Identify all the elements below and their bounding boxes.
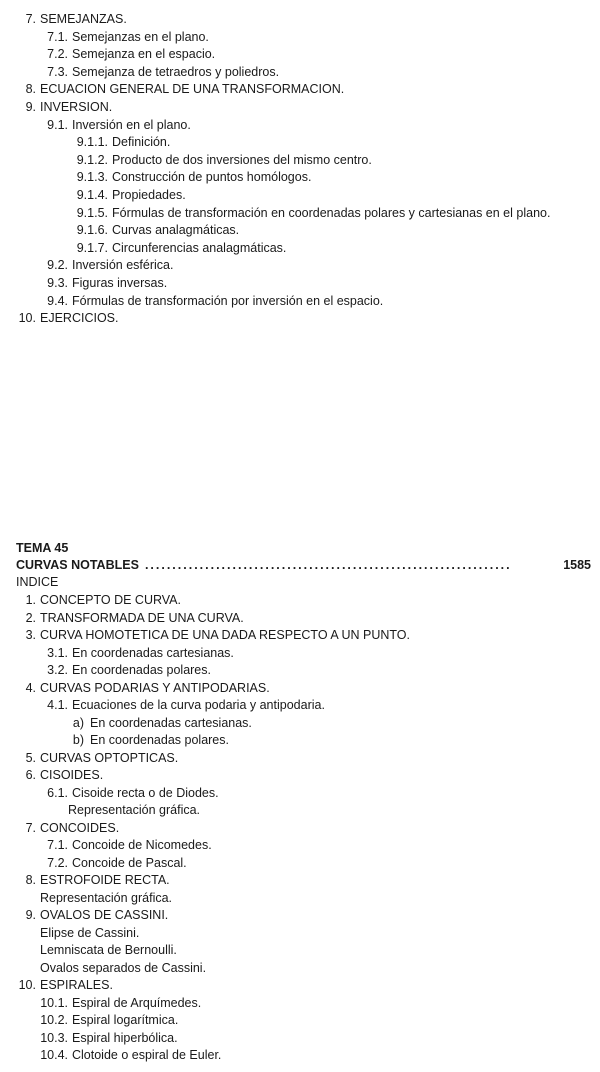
toc-entry-number: 2. <box>25 610 36 625</box>
leader-dots: ................................................................... <box>144 558 512 572</box>
toc-entry-number: 7. <box>25 12 36 26</box>
toc-entry <box>0 820 600 837</box>
toc-entry-text: EJERCICIOS. <box>40 311 119 326</box>
toc-entry <box>0 29 600 46</box>
toc-entry-text: Circunferencias analagmáticas. <box>112 240 287 255</box>
toc-entry-text: Elipse de Cassini. <box>40 925 140 940</box>
toc-entry-number: 9.1.7. <box>76 240 108 255</box>
toc-entry-number: 9.1.6. <box>76 223 108 238</box>
toc-entry-number: 10. <box>18 311 36 326</box>
toc-entry <box>0 942 600 959</box>
toc-entry <box>0 205 600 222</box>
toc-entry-text: Semejanza en el espacio. <box>72 47 216 62</box>
toc-entry-text: Fórmulas de transformación por inversión en el espacio. <box>72 293 384 308</box>
toc-entry-text: ESPIRALES. <box>40 978 113 992</box>
toc-entry <box>0 1012 600 1029</box>
toc-entry-number: 10.1. <box>40 995 68 1010</box>
toc-entry-text: Representación gráfica. <box>40 890 173 905</box>
toc-entry-text: CURVAS OPTOPTICAS. <box>40 750 179 765</box>
toc-entry-number: 3.1. <box>47 645 68 660</box>
toc-entry <box>0 697 600 714</box>
toc-entry-text: CURVAS PODARIAS Y ANTIPODARIAS. <box>40 680 270 695</box>
toc-entry <box>0 134 600 151</box>
tema-label: TEMA 45 <box>16 541 69 555</box>
toc-entry <box>0 837 600 854</box>
toc-entry-text: Espiral logarítmica. <box>72 1013 179 1027</box>
toc-entry-text: ECUACION GENERAL DE UNA TRANSFORMACION. <box>40 82 345 97</box>
toc-entry <box>0 275 600 292</box>
toc-entry <box>0 1047 600 1064</box>
toc-entry-text: Inversión en el plano. <box>72 117 191 132</box>
toc-entry-number: 9.4. <box>47 293 68 308</box>
toc-entry-text: Espiral de Arquímedes. <box>72 995 202 1010</box>
toc-entry <box>0 645 600 662</box>
toc-entry-text: En coordenadas cartesianas. <box>72 645 234 660</box>
toc-entry-number: 7. <box>25 820 36 835</box>
toc-entry-number: 8. <box>25 873 36 887</box>
toc-entry-text: Curvas analagmáticas. <box>112 223 240 238</box>
toc-entry-text: Espiral hiperbólica. <box>72 1030 178 1045</box>
toc-entry-text: ESTROFOIDE RECTA. <box>40 873 170 887</box>
toc-entry-text: Semejanza de tetraedros y poliedros. <box>72 64 280 79</box>
toc-entry <box>0 81 600 98</box>
toc-entry-number: 4.1. <box>47 698 68 712</box>
toc-entry-text: Representación gráfica. <box>68 803 201 817</box>
toc-entry <box>0 293 600 310</box>
toc-entry-text: Semejanzas en el plano. <box>72 29 209 44</box>
toc-entry <box>0 46 600 63</box>
toc-entry-text: En coordenadas polares. <box>72 663 211 677</box>
toc-entry <box>0 99 600 116</box>
toc-entry <box>0 11 600 28</box>
toc-entry <box>0 907 600 924</box>
toc-entry-text: En coordenadas cartesianas. <box>90 715 252 730</box>
toc-entry-number: 10.2. <box>40 1013 68 1027</box>
toc-entry-number: 10.3. <box>40 1030 68 1045</box>
toc-entry-number: 9.1. <box>47 117 68 132</box>
toc-entry <box>0 785 600 802</box>
toc-entry-text: Lemniscata de Bernoulli. <box>40 943 177 957</box>
toc-entry-number: a) <box>72 715 84 730</box>
toc-entry-text: Construcción de puntos homólogos. <box>112 170 312 185</box>
toc-entry-text: Definición. <box>112 135 171 150</box>
toc-entry <box>0 152 600 169</box>
toc-entry-number: 5. <box>25 750 36 765</box>
toc-entry <box>0 925 600 942</box>
toc-entry <box>0 802 600 819</box>
toc-entry-number: b) <box>72 733 84 747</box>
toc-entry-text: CONCEPTO DE CURVA. <box>40 593 181 607</box>
toc-entry-text: OVALOS DE CASSINI. <box>40 908 169 922</box>
toc-entry <box>0 610 600 627</box>
toc-entry-text: CISOIDES. <box>40 768 104 782</box>
tema-title-row <box>16 557 591 574</box>
toc-entry <box>0 240 600 257</box>
toc-entry <box>0 64 600 81</box>
toc-entry-text: SEMEJANZAS. <box>40 12 127 26</box>
toc-entry-text: Clotoide o espiral de Euler. <box>72 1048 222 1062</box>
toc-entry-text: CONCOIDES. <box>40 820 120 835</box>
toc-entry-number: 3. <box>25 628 36 642</box>
toc-entry-number: 9.1.2. <box>76 152 108 167</box>
toc-entry-number: 6.1. <box>47 785 68 800</box>
toc-entry-text: Propiedades. <box>112 188 186 202</box>
toc-entry-number: 9.1.1. <box>76 135 108 150</box>
toc-entry-text: CURVA HOMOTETICA DE UNA DADA RESPECTO A UN PUNTO. <box>40 628 410 642</box>
toc-entry-number: 7.1. <box>47 29 68 44</box>
toc-entry-text: Ovalos separados de Cassini. <box>40 960 207 975</box>
toc-entry <box>0 872 600 889</box>
toc-entry-number: 3.2. <box>47 663 68 677</box>
toc-entry <box>0 662 600 679</box>
toc-entry <box>0 680 600 697</box>
tema-page-number: 1585 <box>563 558 591 572</box>
toc-entry <box>0 995 600 1012</box>
indice-heading: INDICE <box>16 575 59 589</box>
toc-entry <box>0 592 600 609</box>
toc-entry-text: Fórmulas de transformación en coordenadas polares y cartesianas en el plano. <box>112 205 551 220</box>
tema-title: CURVAS NOTABLES <box>16 558 139 572</box>
toc-entry <box>0 890 600 907</box>
toc-entry <box>0 977 600 994</box>
toc-entry-number: 7.3. <box>47 64 68 79</box>
toc-entry <box>0 1030 600 1047</box>
toc-entry <box>0 222 600 239</box>
toc-entry-text: Figuras inversas. <box>72 276 168 290</box>
toc-entry-number: 7.2. <box>47 47 68 62</box>
toc-entry <box>0 732 600 749</box>
toc-entry-text: Ecuaciones de la curva podaria y antipodaria. <box>72 698 325 712</box>
toc-entry-number: 9. <box>25 908 36 922</box>
toc-entry-number: 6. <box>25 768 36 782</box>
toc-entry-number: 4. <box>25 680 36 695</box>
toc-entry-number: 9.1.3. <box>76 170 108 185</box>
toc-entry <box>0 750 600 767</box>
toc-entry-text: INVERSION. <box>40 100 113 114</box>
toc-entry-number: 9.1.4. <box>76 188 108 202</box>
toc-entry <box>0 187 600 204</box>
toc-entry-number: 9.3. <box>47 276 68 290</box>
toc-entry <box>0 855 600 872</box>
toc-entry-number: 8. <box>25 82 36 97</box>
toc-entry-number: 10.4. <box>40 1048 68 1062</box>
toc-entry-number: 9. <box>25 100 36 114</box>
toc-entry <box>0 767 600 784</box>
toc-entry-text: En coordenadas polares. <box>90 733 229 747</box>
toc-entry-text: Producto de dos inversiones del mismo centro. <box>112 152 372 167</box>
toc-entry-text: Inversión esférica. <box>72 258 174 273</box>
toc-entry <box>0 169 600 186</box>
toc-entry-number: 1. <box>25 593 36 607</box>
toc-entry-number: 7.2. <box>47 855 68 870</box>
toc-entry-text: Concoide de Pascal. <box>72 855 187 870</box>
toc-entry <box>0 715 600 732</box>
toc-entry-number: 10. <box>18 978 36 992</box>
toc-entry-number: 9.1.5. <box>76 205 108 220</box>
toc-entry-text: TRANSFORMADA DE UNA CURVA. <box>40 610 244 625</box>
toc-entry <box>0 257 600 274</box>
toc-entry-number: 9.2. <box>47 258 68 273</box>
toc-entry <box>0 117 600 134</box>
toc-entry <box>0 310 600 327</box>
toc-entry-text: Concoide de Nicomedes. <box>72 838 212 852</box>
toc-entry-text: Cisoide recta o de Diodes. <box>72 785 219 800</box>
toc-entry <box>0 960 600 977</box>
toc-entry <box>0 627 600 644</box>
toc-entry-number: 7.1. <box>47 838 68 852</box>
